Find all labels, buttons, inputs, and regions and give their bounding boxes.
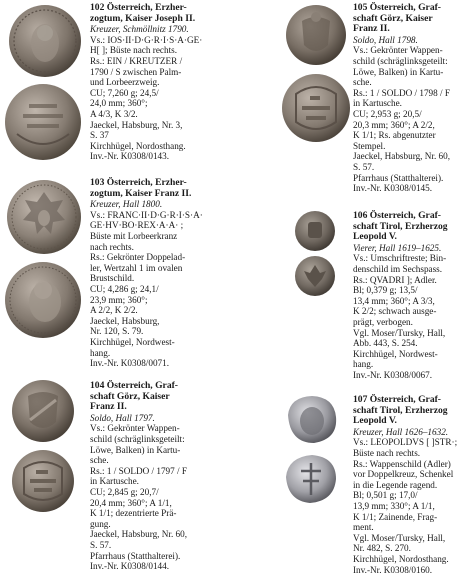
entry-description: Vs.: Umschriftreste; Bin- denschild im Sechspass. Rs.: QVADRI ]; Adler. Bl; 0,379 g; 13,5/ 13,4 mm; 360°; A 3/3, K 2/2; schwach ausge- prägt, verbogen. Vgl. Moser/Tursky, Hall, Abb. 443, S. 254. Kirchhügel, Nordwest- hang. Inv.-Nr. K0308/0067. (353, 253, 447, 380)
entry-title: 102 Österreich, Erzher- zogtum, Kaiser Joseph II. (90, 2, 196, 24)
coin-106-reverse-image (294, 255, 336, 297)
entry-title: 103 Österreich, Erzher- zogtum, Kaiser Franz II. (90, 177, 192, 199)
catalog-entry-106 (353, 211, 465, 381)
entry-subtitle: Kreuzer, Schmöllnitz 1790. (90, 24, 189, 35)
entry-subtitle: Vierer, Hall 1619–1625. (353, 242, 442, 253)
entry-title: 107 Österreich, Graf- schaft Tirol, Erzherzog Leopold V. (353, 394, 448, 427)
coin-105-obverse-image (284, 3, 348, 67)
coin-107-reverse-image (282, 451, 340, 507)
entry-description: Vs.: Gekrönter Wappen- schild (schräglinksgeteilt: Löwe, Balken) in Kartu- sche. Rs.: 1 / SOLDO / 1798 / F in Kartusche. CU; 2,953 g; 20,5/ 20,3 mm; 360°; A 2/2, K 1/1; Rs. abgenutzter Stempel. Jaeckel, Habsburg, Nr. 60, S. 57. Pfarrhaus (Statthalterei). Inv.-Nr. K0308/0145. (353, 45, 451, 194)
catalog-entry-102 (90, 3, 230, 162)
coin-104-obverse-image (10, 378, 76, 444)
entry-subtitle: Soldo, Hall 1797. (90, 412, 155, 423)
coin-107-obverse-image (282, 393, 340, 447)
catalog-entry-104 (90, 381, 230, 572)
entry-title: 104 Österreich, Graf- schaft Görz, Kaiser Franz II. (90, 380, 179, 413)
coin-103-reverse-image (3, 260, 83, 340)
entry-description: Vs.: FRANC·II·D·G·R·I·S·A· GE·HV·BO·REX·A·A· ; Büste mit Lorbeerkranz nach rechts. Rs.: Gekrönter Doppelad- ler, Wertzahl 1 im ovalen Brustschild. CU; 4,286 g; 24,1/ 23,9 mm; 360°; A 2/2, K 2/2. Jaeckel, Habsburg, Nr. 120, S. 79. Kirchhügel, Nordwest- hang. Inv.-Nr. K0308/0071. (90, 209, 203, 369)
coin-105-reverse-image (280, 72, 352, 144)
entry-subtitle: Kreuzer, Hall 1626–1632. (353, 426, 449, 437)
entry-description: Vs.: Gekrönter Wappen- schild (schräglinksgeteilt: Löwe, Balken) in Kartu- sche. Rs.: 1 / SOLDO / 1797 / F in Kartusche. CU; 2,845 g; 20,7/ 20,4 mm; 360°; A 1/1, K 1/1; dezentrierte Prä- gung. Jaeckel, Habsburg, Nr. 60, S. 57. Pfarrhaus (Statthalterei). Inv.-Nr. K0308/0144. (90, 423, 188, 572)
coin-102-obverse-image (7, 3, 83, 79)
entry-description: Vs.: IOS·II·D·G·R·I·S·A·GE· H[ ]; Büste nach rechts. Rs.: EIN / KREUTZER / 1790 / S zwischen Palm- und Lorbeerzweig. CU; 7,260 g; 24,5/ 24,0 mm; 360°; A 4/3, K 3/2. Jaeckel, Habsburg, Nr. 3, S. 37 Kirchhügel, Nordosthang. Inv.-Nr. K0308/0143. (90, 34, 203, 162)
entry-description: Vs.: LEOPOLDVS [ ]STR·; Büste nach rechts. Rs.: Wappenschild (Adler) vor Doppelkreuz, Schenkel in die Legende ragend. Bl; 0,501 g; 17,0/ 13,9 mm; 330°; A 1/1, K 1/1; Zainende, Frag- ment. Vgl. Moser/Tursky, Hall, Nr. 482, S. 270. Kirchhügel, Nordosthang. Inv.-Nr. K0308/0160. (353, 437, 458, 575)
coin-104-reverse-image (10, 448, 76, 514)
catalog-entry-103 (90, 178, 230, 369)
coin-103-obverse-image (5, 178, 83, 256)
catalog-entry-107 (353, 395, 465, 575)
coin-106-obverse-image (294, 210, 336, 252)
catalog-entry-105 (353, 3, 465, 194)
entry-title: 105 Österreich, Graf- schaft Görz, Kaiser Franz II. (353, 2, 442, 35)
entry-subtitle: Kreuzer, Hall 1800. (90, 199, 163, 210)
entry-subtitle: Soldo, Hall 1798. (353, 34, 418, 45)
entry-title: 106 Österreich, Graf- schaft Tirol, Erzherzog Leopold V. (353, 210, 448, 243)
coin-102-reverse-image (3, 82, 83, 162)
